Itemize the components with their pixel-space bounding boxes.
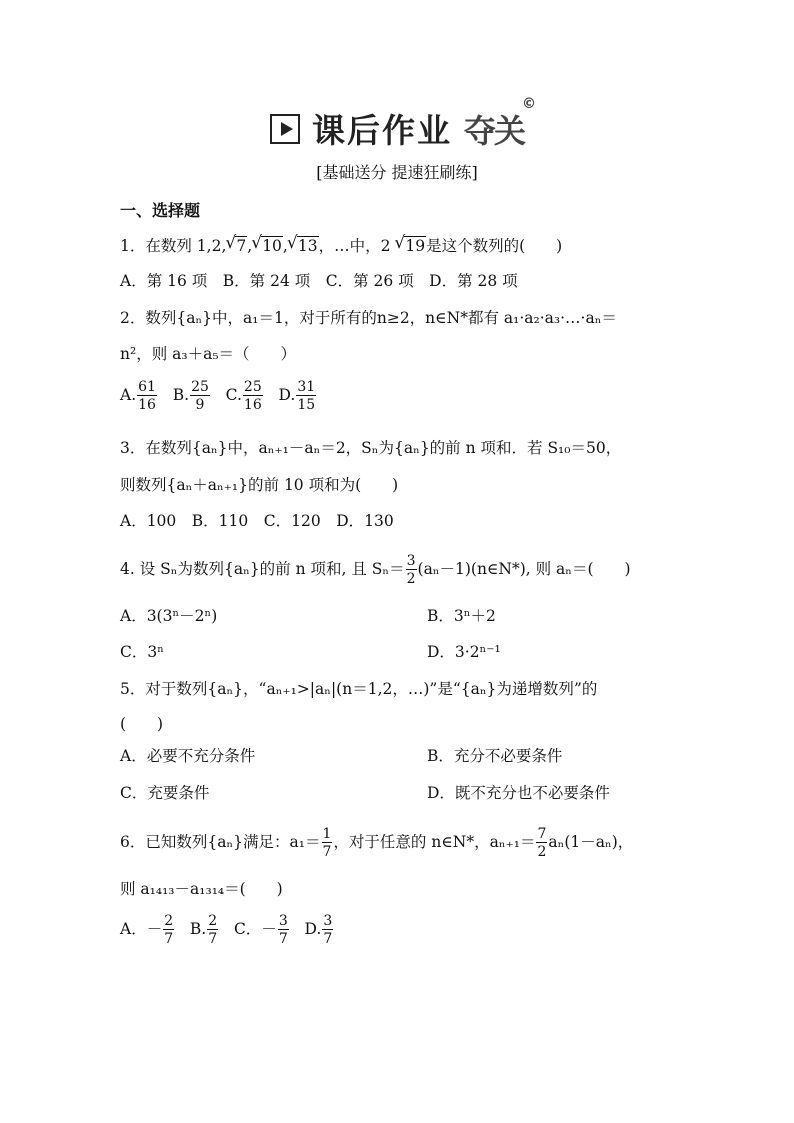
sqrt-19: √ 19 (395, 234, 426, 258)
question-6-line-1: 6．已知数列{aₙ}满足：a₁＝ $\frac{1}{7}$ ，对于任意的 n∈N*，aₙ₊₁＝ $\frac{7}{2}$ aₙ(1－aₙ)， (120, 826, 634, 860)
question-2-line-1: 2．数列{aₙ}中，a₁＝1，对于所有的n≥2，n∈N*都有 a₁·a₂·a₃·…·aₙ＝ (120, 309, 617, 327)
question-6-line-2: 则 a₁₄₁₃－a₁₃₁₄＝( ) (120, 880, 283, 898)
question-5-line-1: 5．对于数列{aₙ}，“aₙ₊₁>|aₙ|(n＝1,2，…)”是“{aₙ}为递增数列”的 (120, 680, 598, 698)
play-icon (270, 114, 300, 144)
question-5-line-2: ( ) (120, 715, 164, 733)
question-5-option-d: D．既不充分也不必要条件 (427, 784, 610, 802)
page-header (0, 105, 794, 152)
sqrt-13: √ 13 (288, 234, 319, 258)
question-6-options: A．－ $\frac{2}{7}$ B. $\frac{2}{7}$ C．－ $\frac{3}{7}$ D. $\frac{3}{7}$ (120, 913, 333, 947)
subtitle: [基础送分 提速狂刷练] (316, 163, 478, 182)
question-2-line-2: n²，则 a₃＋a₅＝（ ） (120, 345, 297, 363)
question-4-option-b: B．3ⁿ＋2 (427, 607, 496, 625)
question-4: 4. 设 Sₙ为数列{aₙ}的前 n 项和, 且 Sₙ＝ $\frac{3}{2}$ (aₙ－1)(n∈N*), 则 aₙ＝( ) (120, 553, 631, 587)
question-3-line-2: 则数列{aₙ＋aₙ₊₁}的前 10 项和为( ) (120, 476, 399, 494)
sqrt-10: √ 10 (252, 234, 283, 258)
question-4-option-c: C．3ⁿ (120, 643, 164, 661)
header-title: 课后作业 (311, 111, 452, 150)
question-5-option-c: C．充要条件 (120, 784, 210, 802)
question-5-option-b: B．充分不必要条件 (427, 747, 563, 765)
question-4-option-a: A．3(3ⁿ－2ⁿ) (120, 607, 218, 625)
question-3-line-1: 3．在数列{aₙ}中，aₙ₊₁－aₙ＝2，Sₙ为{aₙ}的前 n 项和．若 S₁₀＝50， (120, 439, 622, 457)
question-1: 1．在数列 1,2,√ 7,√ 10,√ 13，…中，2 √ 19是这个数列的( ) (120, 234, 562, 258)
header-badge-logo: 夺关 © (464, 106, 524, 152)
question-2-options: A. $\frac{61}{16}$ B. $\frac{25}{9}$ C. $\frac{25}{16}$ D. $\frac{31}{15}$ (120, 379, 316, 413)
question-1-options: A．第 16 项 B．第 24 项 C．第 26 项 D．第 28 项 (120, 272, 518, 290)
question-5-option-a: A．必要不充分条件 (120, 747, 256, 765)
question-3-options: A．100 B．110 C．120 D．130 (120, 512, 394, 530)
question-4-option-d: D．3·2ⁿ⁻¹ (427, 643, 501, 661)
section-title: 一、选择题 (120, 201, 201, 220)
sqrt-7: √ 7 (226, 234, 247, 258)
